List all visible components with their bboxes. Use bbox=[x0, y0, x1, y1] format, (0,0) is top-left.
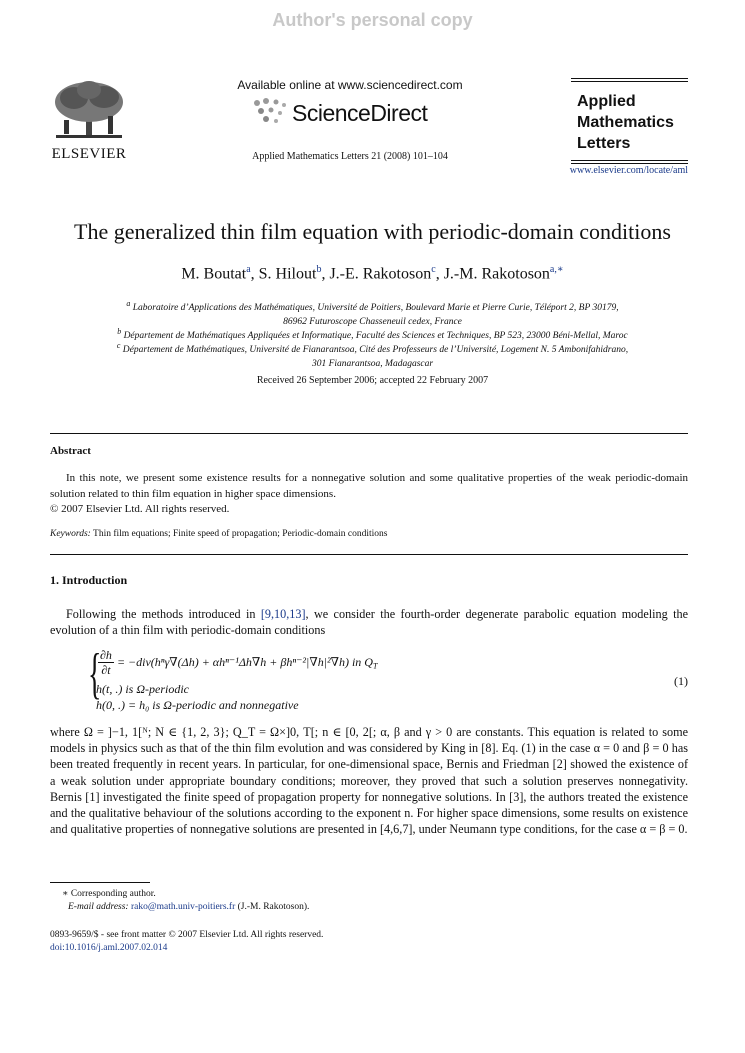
email-link[interactable]: rako@math.univ-poitiers.fr bbox=[130, 902, 236, 912]
equation-line-1: $\frac{\partial h}{\partial t}$ = −div(hⁿγ∇(Δh) + αhⁿ⁻¹Δh∇h + βhⁿ⁻²|∇h|²∇h) in $Q_T$ bbox=[100, 648, 378, 677]
equation-line-3: h(0, .) = h₀ is Ω-periodic and nonnegative bbox=[96, 698, 299, 712]
divider bbox=[50, 554, 688, 555]
author-name: J.-M. Rakotoson bbox=[443, 265, 550, 283]
publisher-logo-text: ELSEVIER bbox=[51, 146, 127, 162]
author-name: J.-E. Rakotoson bbox=[329, 265, 432, 283]
author-affil-link[interactable]: a bbox=[246, 264, 251, 275]
affiliation-a: $^a$ Laboratoire d’Applications des Mathématiques, Université de Poitiers, Boulevard Marie et Pierre Curie, Téléport 2, BP 30179, 86962 Futuroscope Chasseneuil cedex, France bbox=[126, 299, 619, 327]
elsevier-tree-logo bbox=[50, 80, 128, 140]
watermark: Author's personal copy bbox=[272, 10, 473, 30]
abstract-copyright: © 2007 Elsevier Ltd. All rights reserved. bbox=[50, 503, 230, 515]
footnote-rule bbox=[50, 882, 150, 883]
equation-brace: { bbox=[88, 643, 102, 705]
section-heading: 1. Introduction bbox=[50, 573, 128, 587]
divider bbox=[50, 433, 688, 434]
intro-paragraph-2: where Ω = ]−1, 1[ᴺ; N ∈ {1, 2, 3}; Q_T = Ω×]0, T[; n ∈ [0, 2[; α, β and γ > 0 are constants. This equation is related to some models in physics such as that of the thin film evolution and was considered by King in [8]. Eq. (1) in the case α = 0 and β = 0 has been treated frequently in recent years. In particular, for one-dimensional space, Bernis and Friedman [2] showed the existence of a weak solution under appropriate boundary conditions; moreover, they proved that such a solution preserves nonnegativity. Bernis [1] investigated the finite speed of propagation property for nonnegative solutions. In [3], the authors treated the existence and the qualitative behaviour of the solutions according to the exponent n. For higher space dimensions, some results on existence and qualitative properties of nonnegative solutions are presented in [4,6,7], under Neumann type conditions, for the case α = β = 0. bbox=[50, 725, 688, 837]
author-name: M. Boutat bbox=[181, 265, 247, 283]
author-affil-link[interactable]: b bbox=[316, 264, 322, 275]
keywords: Keywords: Thin film equations; Finite speed of propagation; Periodic-domain conditions bbox=[50, 529, 388, 539]
author-name: S. Hilout bbox=[258, 265, 317, 283]
received-dates: Received 26 September 2006; accepted 22 February 2007 bbox=[256, 375, 489, 386]
author-list: M. Boutat$^a$, S. Hilout$^b$, J.-E. Rakotoson$^c$, J.-M. Rakotoson$^{a,∗}$ bbox=[181, 264, 564, 283]
abstract-body: In this note, we present some existence results for a nonnegative solution and some qualitative properties of the weak periodic-domain solution related to thin film equation in higher space dimensions. © 2007 Elsevier Ltd. All rights reserved. bbox=[50, 471, 688, 518]
journal-title-box bbox=[571, 78, 688, 166]
doi-link[interactable]: doi:10.1016/j.aml.2007.02.014 bbox=[50, 943, 168, 953]
email-note: E-mail address: rako@math.univ-poitiers.fr (J.-M. Rakotoson). bbox=[68, 902, 310, 912]
journal-url-link[interactable]: www.elsevier.com/locate/aml bbox=[569, 165, 688, 176]
intro-paragraph-1: Following the methods introduced in [9,10,13], we consider the fourth-order degenerate parabolic equation modeling the evolution of a thin film with periodic-domain conditions bbox=[50, 607, 689, 638]
journal-issue: Applied Mathematics Letters 21 (2008) 101–104 bbox=[252, 151, 448, 162]
journal-title: Applied Mathematics Letters bbox=[577, 93, 674, 152]
equation-number: (1) bbox=[674, 674, 688, 688]
article-title: The generalized thin film equation with periodic-domain conditions bbox=[74, 219, 671, 244]
available-online: Available online at www.sciencedirect.com bbox=[237, 78, 463, 92]
author-affil-link[interactable]: a,∗ bbox=[549, 264, 564, 275]
author-affil-link[interactable]: c bbox=[431, 264, 436, 275]
abstract-heading: Abstract bbox=[50, 445, 91, 457]
affiliation-b: $^b$ Département de Mathématiques Appliquées et Informatique, Faculté des Sciences et Techniques, BP 523, 23000 Béni-Mellal, Maroc bbox=[117, 327, 628, 342]
front-matter: 0893-9659/$ - see front matter © 2007 Elsevier Ltd. All rights reserved. bbox=[50, 930, 324, 940]
equation-line-2: h(t, .) is Ω-periodic bbox=[96, 682, 189, 696]
sciencedirect-dots-icon bbox=[252, 97, 288, 127]
equation-1 bbox=[88, 643, 688, 714]
affiliation-c: $^c$ Département de Mathématiques, Université de Fianarantsoa, Cité des Professeurs de l’Université, Logement N. 5 Ambonifahidrano, 301 Fianarantsoa, Madagascar bbox=[116, 341, 629, 369]
sciencedirect-brand: ScienceDirect bbox=[292, 100, 428, 126]
corresponding-author-note: ∗ Corresponding author. bbox=[62, 889, 156, 899]
citation-link[interactable]: [9,10,13] bbox=[260, 607, 306, 621]
